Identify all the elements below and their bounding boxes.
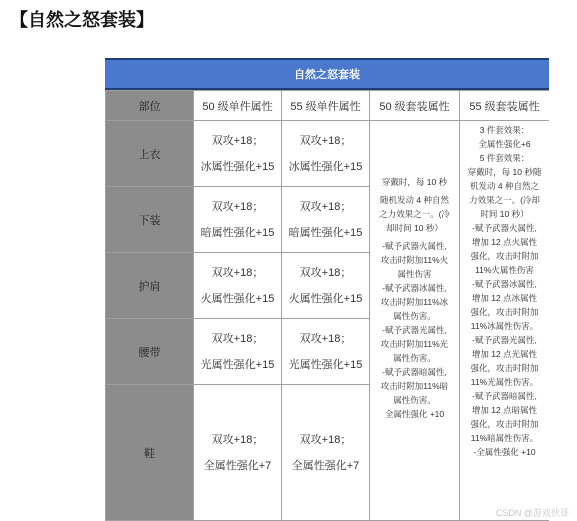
lv50-attr-cell <box>194 121 282 187</box>
attr-line: 双攻+18； <box>299 266 352 279</box>
set-line: 力效果之一。(冷却 <box>469 195 540 205</box>
lv50-attr-cell <box>194 187 282 253</box>
set-line: 随机发动 4 种自然 <box>380 195 449 205</box>
section-heading: 【自然之怒套装】 <box>10 10 154 30</box>
set-line: 属性伤害。 <box>393 311 436 321</box>
set-line: -赋予武器光属性, <box>382 325 447 335</box>
set-line: 强化，攻击时附加 <box>470 307 539 317</box>
attr-line: 全属性强化+7 <box>291 459 360 472</box>
header-lv55-single: 55 级单件属性 <box>282 91 370 121</box>
set-line: -赋予武器冰属性, <box>382 283 447 293</box>
attr-line: 双攻+18； <box>211 332 264 345</box>
set-line: 攻击时附加11%冰 <box>380 297 449 307</box>
set-line: 强化，攻击时附加 <box>470 251 539 261</box>
attr-line: 火属性强化+15 <box>288 292 363 305</box>
attr-line: 暗属性强化+15 <box>288 226 363 239</box>
set-line: 增加 12 点火属性 <box>471 237 538 247</box>
set-line: -赋予武器暗属性, <box>382 367 447 377</box>
attr-line: 冰属性强化+15 <box>200 160 275 173</box>
lv55-set-effect-cell <box>460 121 550 521</box>
attr-line: 全属性强化+7 <box>203 459 272 472</box>
lv55-attr-cell <box>282 319 370 385</box>
set-line: 攻击时附加11%暗 <box>380 381 449 391</box>
set-line: -赋予武器暗属性, <box>472 391 537 401</box>
attr-line: 双攻+18； <box>299 332 352 345</box>
set-line: 增加 12 点冰属性 <box>471 293 538 303</box>
lv55-attr-cell <box>282 385 370 521</box>
attr-line: 双攻+18； <box>211 134 264 147</box>
lv50-set-effect-cell <box>370 121 460 521</box>
attr-line: 暗属性强化+15 <box>200 226 275 239</box>
set-line: 11%冰属性伤害。 <box>470 321 539 331</box>
attr-line: 双攻+18； <box>299 200 352 213</box>
set-line: 11%火属性伤害 <box>475 265 534 275</box>
set-line: 增加 12 点暗属性 <box>471 405 538 415</box>
set-line: 3 件套效果： <box>479 125 530 135</box>
attr-line: 双攻+18； <box>299 134 352 147</box>
attr-line: 光属性强化+15 <box>288 358 363 371</box>
set-line: 属性伤害 <box>397 269 432 279</box>
part-cell: 鞋 <box>106 385 194 521</box>
table-row <box>106 121 550 187</box>
set-line: 机发动 4 种自然之 <box>470 181 539 191</box>
set-line: -赋予武器光属性, <box>472 335 537 345</box>
set-line: 攻击时附加11%光 <box>380 339 449 349</box>
part-cell: 护肩 <box>106 253 194 319</box>
set-line: 时间 10 秒） <box>480 209 529 219</box>
set-line: 增加 12 点光属性 <box>471 349 538 359</box>
set-line: -赋予武器冰属性, <box>472 279 537 289</box>
set-line: 属性伤害。 <box>393 395 436 405</box>
attr-line: 双攻+18； <box>211 200 264 213</box>
set-line: 全属性强化+6 <box>478 139 531 149</box>
watermark: CSDN @游戏伙哥 <box>495 508 569 518</box>
part-cell: 腰带 <box>106 319 194 385</box>
attr-line: 双攻+18； <box>299 433 352 446</box>
set-line: 5 件套效果： <box>479 153 530 163</box>
header-lv50-set: 50 级套装属性 <box>370 91 460 121</box>
lv55-attr-cell <box>282 187 370 253</box>
table-title: 自然之怒套装 <box>105 58 549 90</box>
set-line: 11%暗属性伤害。 <box>470 433 539 443</box>
set-attribute-table <box>105 90 549 521</box>
set-line: 穿戴时，每 10 秒随 <box>467 167 542 177</box>
attr-line: 双攻+18； <box>211 266 264 279</box>
lv55-attr-cell <box>282 253 370 319</box>
header-lv50-single: 50 级单件属性 <box>194 91 282 121</box>
set-line: 攻击时附加11%火 <box>380 255 449 265</box>
attr-line: 火属性强化+15 <box>200 292 275 305</box>
set-line: 强化，攻击时附加 <box>470 363 539 373</box>
header-lv55-set: 55 级套装属性 <box>460 91 550 121</box>
set-line: 11%光属性伤害。 <box>470 377 539 387</box>
set-table-container <box>105 58 549 521</box>
set-line: 穿戴时，每 10 秒 <box>381 177 448 187</box>
set-line: 强化，攻击时附加 <box>470 419 539 429</box>
set-line: -赋予武器火属性, <box>382 241 447 251</box>
attr-line: 冰属性强化+15 <box>288 160 363 173</box>
lv50-attr-cell <box>194 319 282 385</box>
set-line: -赋予武器火属性, <box>472 223 537 233</box>
table-header-row <box>106 91 550 121</box>
lv50-attr-cell <box>194 385 282 521</box>
attr-line: 光属性强化+15 <box>200 358 275 371</box>
set-line: 属性伤害。 <box>393 353 436 363</box>
lv50-attr-cell <box>194 253 282 319</box>
set-line: -全属性强化 +10 <box>473 447 536 457</box>
lv55-attr-cell <box>282 121 370 187</box>
set-line: 全属性强化 +10 <box>384 409 445 419</box>
set-line: 之力效果之一。(冷 <box>379 209 450 219</box>
set-line: 却时间 10 秒） <box>386 223 443 233</box>
part-cell: 下装 <box>106 187 194 253</box>
header-part: 部位 <box>106 91 194 121</box>
part-cell: 上衣 <box>106 121 194 187</box>
attr-line: 双攻+18； <box>211 433 264 446</box>
